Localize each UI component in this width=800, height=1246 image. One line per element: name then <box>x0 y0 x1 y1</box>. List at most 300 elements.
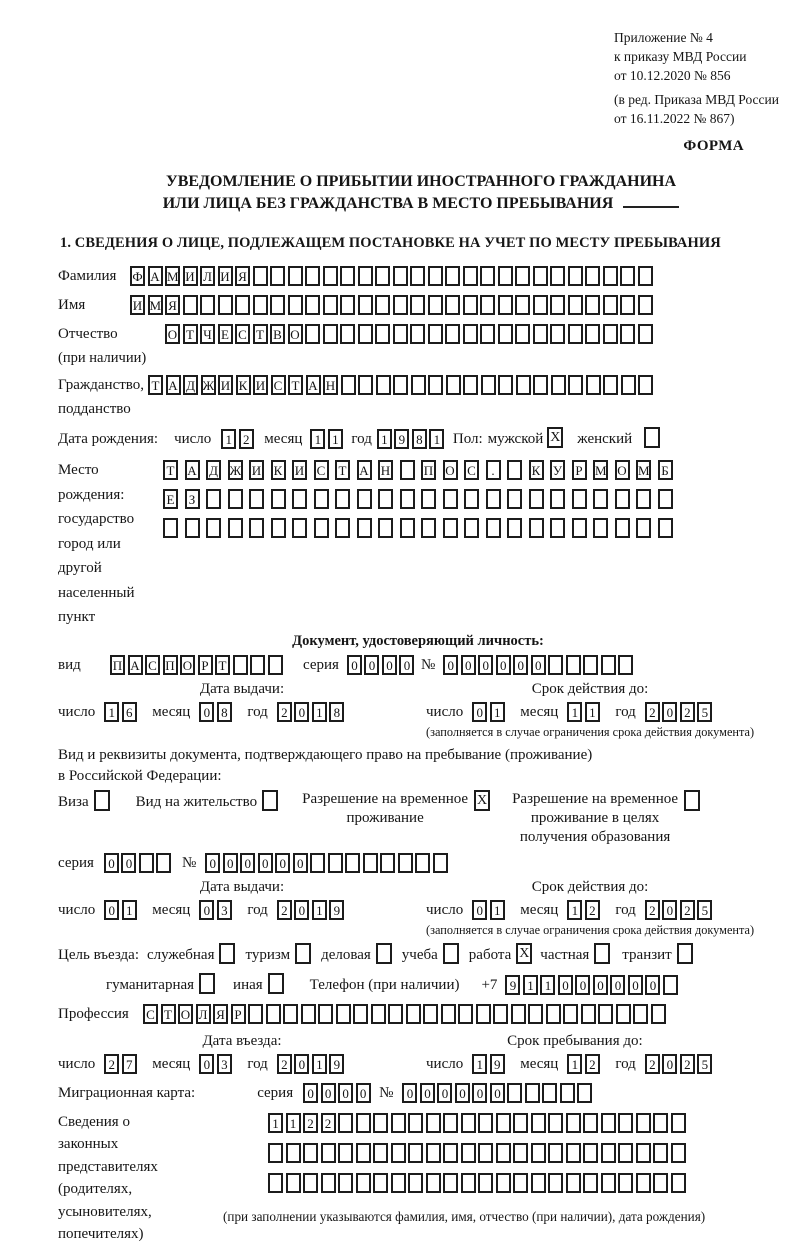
char-box[interactable] <box>603 266 618 286</box>
char-box[interactable]: Ч <box>200 324 215 344</box>
issue-month-input[interactable] <box>199 898 234 922</box>
char-box[interactable] <box>266 1004 281 1024</box>
char-box[interactable]: Я <box>235 266 250 286</box>
char-box[interactable] <box>531 1143 546 1163</box>
char-box[interactable] <box>585 266 600 286</box>
char-box[interactable]: О <box>288 324 303 344</box>
purpose-business-checkbox[interactable] <box>376 943 392 964</box>
char-box[interactable] <box>480 295 495 315</box>
char-box[interactable]: 0 <box>104 900 119 920</box>
char-box[interactable] <box>375 266 390 286</box>
char-box[interactable]: 0 <box>294 900 309 920</box>
char-box[interactable]: 0 <box>240 853 255 873</box>
char-box[interactable]: Р <box>231 1004 246 1024</box>
char-box[interactable] <box>408 1113 423 1133</box>
char-box[interactable] <box>581 1004 596 1024</box>
char-box[interactable]: И <box>249 460 264 480</box>
char-box[interactable]: 2 <box>680 1054 695 1074</box>
char-box[interactable] <box>185 518 200 538</box>
char-box[interactable]: 9 <box>329 1054 344 1074</box>
migration-number-input[interactable] <box>402 1081 595 1105</box>
char-box[interactable]: 0 <box>199 900 214 920</box>
stay-day-input[interactable] <box>472 1052 507 1076</box>
char-box[interactable]: 9 <box>329 900 344 920</box>
char-box[interactable]: . <box>486 460 501 480</box>
temp-residence-checkbox[interactable]: X <box>474 790 490 811</box>
char-box[interactable] <box>551 375 566 395</box>
char-box[interactable] <box>615 518 630 538</box>
char-box[interactable] <box>598 1004 613 1024</box>
char-box[interactable] <box>228 518 243 538</box>
char-box[interactable]: 1 <box>286 1113 301 1133</box>
char-box[interactable]: 1 <box>567 900 582 920</box>
birth-month-input[interactable] <box>310 427 345 451</box>
char-box[interactable] <box>375 295 390 315</box>
char-box[interactable]: 0 <box>628 975 643 995</box>
char-box[interactable] <box>321 1143 336 1163</box>
char-box[interactable]: 0 <box>294 702 309 722</box>
char-box[interactable] <box>636 518 651 538</box>
char-box[interactable] <box>572 518 587 538</box>
char-box[interactable] <box>443 1143 458 1163</box>
residence-number-input[interactable] <box>205 851 450 875</box>
char-box[interactable]: 2 <box>645 900 660 920</box>
char-box[interactable]: 8 <box>217 702 232 722</box>
char-box[interactable] <box>486 489 501 509</box>
char-box[interactable] <box>378 518 393 538</box>
purpose-humanitarian-checkbox[interactable] <box>199 973 215 994</box>
char-box[interactable]: 0 <box>455 1083 470 1103</box>
doc-number-input[interactable] <box>443 653 636 677</box>
char-box[interactable]: 0 <box>593 975 608 995</box>
char-box[interactable] <box>268 1173 283 1193</box>
char-box[interactable] <box>593 518 608 538</box>
char-box[interactable]: 1 <box>490 702 505 722</box>
char-box[interactable]: 0 <box>293 853 308 873</box>
char-box[interactable] <box>563 1004 578 1024</box>
char-box[interactable] <box>525 1083 540 1103</box>
char-box[interactable] <box>586 375 601 395</box>
expiry-day-input[interactable] <box>472 700 507 724</box>
purpose-work-checkbox[interactable]: X <box>516 943 532 964</box>
char-box[interactable] <box>376 375 391 395</box>
char-box[interactable] <box>511 1004 526 1024</box>
char-box[interactable] <box>533 324 548 344</box>
char-box[interactable] <box>443 1173 458 1193</box>
expiry-day-input[interactable] <box>472 898 507 922</box>
char-box[interactable] <box>531 1173 546 1193</box>
char-box[interactable] <box>498 266 513 286</box>
char-box[interactable] <box>358 295 373 315</box>
char-box[interactable] <box>268 655 283 675</box>
char-box[interactable] <box>513 1113 528 1133</box>
char-box[interactable] <box>415 853 430 873</box>
residence-permit-checkbox[interactable] <box>262 790 278 811</box>
purpose-private-checkbox[interactable] <box>594 943 610 964</box>
char-box[interactable] <box>391 1113 406 1133</box>
char-box[interactable] <box>271 518 286 538</box>
char-box[interactable] <box>653 1113 668 1133</box>
char-box[interactable]: 0 <box>382 655 397 675</box>
name-input[interactable] <box>130 293 655 317</box>
char-box[interactable] <box>548 1173 563 1193</box>
expiry-month-input[interactable] <box>567 898 602 922</box>
char-box[interactable]: Р <box>198 655 213 675</box>
char-box[interactable] <box>410 295 425 315</box>
char-box[interactable]: 2 <box>680 702 695 722</box>
char-box[interactable] <box>303 1173 318 1193</box>
char-box[interactable] <box>601 1113 616 1133</box>
char-box[interactable] <box>616 1004 631 1024</box>
char-box[interactable]: М <box>636 460 651 480</box>
char-box[interactable] <box>638 295 653 315</box>
char-box[interactable]: 6 <box>122 702 137 722</box>
char-box[interactable]: 1 <box>585 702 600 722</box>
char-box[interactable]: 0 <box>223 853 238 873</box>
char-box[interactable]: П <box>163 655 178 675</box>
char-box[interactable] <box>458 1004 473 1024</box>
char-box[interactable] <box>515 324 530 344</box>
char-box[interactable] <box>393 375 408 395</box>
char-box[interactable] <box>341 375 356 395</box>
char-box[interactable]: 2 <box>680 900 695 920</box>
char-box[interactable]: 3 <box>217 1054 232 1074</box>
char-box[interactable] <box>380 853 395 873</box>
char-box[interactable] <box>139 853 154 873</box>
char-box[interactable]: 0 <box>575 975 590 995</box>
char-box[interactable] <box>461 1113 476 1133</box>
char-box[interactable] <box>235 295 250 315</box>
char-box[interactable] <box>373 1113 388 1133</box>
char-box[interactable] <box>550 324 565 344</box>
char-box[interactable]: О <box>615 460 630 480</box>
char-box[interactable] <box>585 324 600 344</box>
char-box[interactable] <box>478 1173 493 1193</box>
char-box[interactable]: Н <box>378 460 393 480</box>
char-box[interactable] <box>507 518 522 538</box>
char-box[interactable] <box>486 518 501 538</box>
char-box[interactable]: 0 <box>104 853 119 873</box>
char-box[interactable] <box>463 324 478 344</box>
stay-year-input[interactable] <box>645 1052 715 1076</box>
char-box[interactable]: И <box>292 460 307 480</box>
char-box[interactable]: 0 <box>472 1083 487 1103</box>
char-box[interactable] <box>271 489 286 509</box>
representatives-input-row3[interactable] <box>268 1171 688 1195</box>
char-box[interactable] <box>461 1173 476 1193</box>
char-box[interactable]: М <box>148 295 163 315</box>
expiry-month-input[interactable] <box>567 700 602 724</box>
birth-place-input-row2[interactable] <box>163 487 679 511</box>
char-box[interactable]: 1 <box>490 900 505 920</box>
char-box[interactable]: Д <box>206 460 221 480</box>
char-box[interactable]: Ж <box>201 375 216 395</box>
char-box[interactable]: 1 <box>312 702 327 722</box>
char-box[interactable] <box>583 1173 598 1193</box>
char-box[interactable] <box>572 489 587 509</box>
char-box[interactable]: О <box>443 460 458 480</box>
char-box[interactable]: 0 <box>258 853 273 873</box>
char-box[interactable] <box>550 489 565 509</box>
char-box[interactable] <box>408 1143 423 1163</box>
char-box[interactable]: 3 <box>217 900 232 920</box>
char-box[interactable] <box>550 266 565 286</box>
char-box[interactable]: 0 <box>662 900 677 920</box>
char-box[interactable]: Т <box>161 1004 176 1024</box>
char-box[interactable]: 1 <box>221 429 236 449</box>
char-box[interactable] <box>496 1143 511 1163</box>
char-box[interactable] <box>310 853 325 873</box>
char-box[interactable] <box>398 853 413 873</box>
char-box[interactable] <box>633 1004 648 1024</box>
char-box[interactable]: 5 <box>697 1054 712 1074</box>
char-box[interactable]: 0 <box>420 1083 435 1103</box>
sex-female-checkbox[interactable] <box>644 427 660 448</box>
char-box[interactable] <box>428 295 443 315</box>
char-box[interactable] <box>671 1173 686 1193</box>
char-box[interactable]: С <box>143 1004 158 1024</box>
char-box[interactable] <box>218 295 233 315</box>
char-box[interactable]: 2 <box>277 1054 292 1074</box>
char-box[interactable]: И <box>218 375 233 395</box>
char-box[interactable]: П <box>110 655 125 675</box>
char-box[interactable]: 1 <box>377 429 392 449</box>
char-box[interactable]: 1 <box>122 900 137 920</box>
char-box[interactable]: Л <box>200 266 215 286</box>
char-box[interactable] <box>513 1143 528 1163</box>
phone-input[interactable] <box>505 973 680 997</box>
char-box[interactable]: Д <box>183 375 198 395</box>
char-box[interactable] <box>593 489 608 509</box>
char-box[interactable]: М <box>593 460 608 480</box>
char-box[interactable] <box>618 1143 633 1163</box>
char-box[interactable] <box>478 1113 493 1133</box>
char-box[interactable]: 2 <box>645 1054 660 1074</box>
char-box[interactable]: 1 <box>472 1054 487 1074</box>
char-box[interactable] <box>200 295 215 315</box>
char-box[interactable] <box>373 1143 388 1163</box>
char-box[interactable] <box>480 324 495 344</box>
stay-month-input[interactable] <box>567 1052 602 1076</box>
char-box[interactable] <box>292 518 307 538</box>
char-box[interactable] <box>636 489 651 509</box>
char-box[interactable] <box>305 266 320 286</box>
entry-year-input[interactable] <box>277 1052 347 1076</box>
char-box[interactable] <box>318 1004 333 1024</box>
char-box[interactable] <box>618 1113 633 1133</box>
patronymic-input[interactable] <box>165 322 655 346</box>
char-box[interactable] <box>601 1143 616 1163</box>
char-box[interactable] <box>603 375 618 395</box>
char-box[interactable] <box>560 1083 575 1103</box>
char-box[interactable] <box>426 1173 441 1193</box>
char-box[interactable] <box>463 295 478 315</box>
char-box[interactable]: С <box>145 655 160 675</box>
char-box[interactable] <box>423 1004 438 1024</box>
char-box[interactable] <box>577 1083 592 1103</box>
char-box[interactable] <box>358 266 373 286</box>
char-box[interactable] <box>371 1004 386 1024</box>
char-box[interactable]: 0 <box>199 1054 214 1074</box>
issue-day-input[interactable] <box>104 700 139 724</box>
temp-residence-edu-checkbox[interactable] <box>684 790 700 811</box>
char-box[interactable] <box>363 853 378 873</box>
char-box[interactable]: 0 <box>662 1054 677 1074</box>
char-box[interactable] <box>433 853 448 873</box>
char-box[interactable]: А <box>148 266 163 286</box>
char-box[interactable]: 0 <box>437 1083 452 1103</box>
char-box[interactable] <box>358 324 373 344</box>
char-box[interactable] <box>250 655 265 675</box>
char-box[interactable] <box>270 266 285 286</box>
char-box[interactable]: 2 <box>104 1054 119 1074</box>
char-box[interactable] <box>603 295 618 315</box>
char-box[interactable] <box>550 295 565 315</box>
char-box[interactable] <box>288 266 303 286</box>
char-box[interactable] <box>443 489 458 509</box>
char-box[interactable] <box>507 489 522 509</box>
char-box[interactable] <box>358 375 373 395</box>
char-box[interactable] <box>445 324 460 344</box>
char-box[interactable]: 0 <box>321 1083 336 1103</box>
char-box[interactable] <box>615 489 630 509</box>
char-box[interactable] <box>288 295 303 315</box>
char-box[interactable] <box>286 1143 301 1163</box>
char-box[interactable] <box>378 489 393 509</box>
char-box[interactable] <box>336 1004 351 1024</box>
char-box[interactable] <box>253 295 268 315</box>
char-box[interactable] <box>585 295 600 315</box>
expiry-year-input[interactable] <box>645 898 715 922</box>
char-box[interactable] <box>410 266 425 286</box>
char-box[interactable]: 1 <box>312 1054 327 1074</box>
char-box[interactable] <box>400 460 415 480</box>
char-box[interactable] <box>529 518 544 538</box>
char-box[interactable] <box>233 655 248 675</box>
char-box[interactable]: 0 <box>662 702 677 722</box>
char-box[interactable] <box>445 266 460 286</box>
char-box[interactable] <box>428 324 443 344</box>
char-box[interactable]: 0 <box>294 1054 309 1074</box>
char-box[interactable] <box>393 324 408 344</box>
char-box[interactable]: 0 <box>472 900 487 920</box>
char-box[interactable] <box>476 1004 491 1024</box>
char-box[interactable] <box>513 1173 528 1193</box>
char-box[interactable] <box>426 1113 441 1133</box>
char-box[interactable] <box>426 1143 441 1163</box>
surname-input[interactable] <box>130 264 655 288</box>
char-box[interactable]: 0 <box>461 655 476 675</box>
char-box[interactable]: 1 <box>312 900 327 920</box>
char-box[interactable] <box>356 1113 371 1133</box>
char-box[interactable] <box>621 375 636 395</box>
char-box[interactable]: 0 <box>347 655 362 675</box>
char-box[interactable] <box>601 1173 616 1193</box>
char-box[interactable] <box>618 655 633 675</box>
char-box[interactable]: И <box>253 375 268 395</box>
char-box[interactable]: 0 <box>338 1083 353 1103</box>
char-box[interactable]: 1 <box>567 702 582 722</box>
char-box[interactable] <box>357 518 372 538</box>
char-box[interactable] <box>441 1004 456 1024</box>
char-box[interactable]: 8 <box>329 702 344 722</box>
char-box[interactable]: Ж <box>228 460 243 480</box>
char-box[interactable]: 1 <box>268 1113 283 1133</box>
char-box[interactable] <box>406 1004 421 1024</box>
char-box[interactable] <box>496 1173 511 1193</box>
char-box[interactable] <box>463 375 478 395</box>
char-box[interactable]: 1 <box>523 975 538 995</box>
issue-year-input[interactable] <box>277 898 347 922</box>
char-box[interactable]: Я <box>213 1004 228 1024</box>
char-box[interactable] <box>323 295 338 315</box>
birth-year-input[interactable] <box>377 427 447 451</box>
char-box[interactable]: А <box>185 460 200 480</box>
char-box[interactable] <box>400 518 415 538</box>
char-box[interactable]: 0 <box>303 1083 318 1103</box>
char-box[interactable] <box>671 1143 686 1163</box>
citizenship-input[interactable] <box>148 373 656 397</box>
char-box[interactable] <box>620 324 635 344</box>
char-box[interactable]: 0 <box>610 975 625 995</box>
char-box[interactable] <box>445 295 460 315</box>
char-box[interactable] <box>328 853 343 873</box>
char-box[interactable]: 2 <box>321 1113 336 1133</box>
char-box[interactable]: Р <box>572 460 587 480</box>
char-box[interactable]: О <box>165 324 180 344</box>
char-box[interactable]: 1 <box>567 1054 582 1074</box>
char-box[interactable] <box>478 1143 493 1163</box>
char-box[interactable] <box>340 266 355 286</box>
char-box[interactable]: 2 <box>585 900 600 920</box>
char-box[interactable] <box>393 266 408 286</box>
char-box[interactable]: 0 <box>531 655 546 675</box>
char-box[interactable]: А <box>166 375 181 395</box>
char-box[interactable]: Н <box>323 375 338 395</box>
char-box[interactable] <box>249 518 264 538</box>
char-box[interactable]: 9 <box>505 975 520 995</box>
char-box[interactable] <box>461 1143 476 1163</box>
char-box[interactable] <box>568 266 583 286</box>
char-box[interactable] <box>400 489 415 509</box>
char-box[interactable]: Б <box>658 460 673 480</box>
migration-series-input[interactable] <box>303 1081 373 1105</box>
visa-checkbox[interactable] <box>94 790 110 811</box>
char-box[interactable]: Ф <box>130 266 145 286</box>
char-box[interactable]: 2 <box>585 1054 600 1074</box>
char-box[interactable] <box>391 1173 406 1193</box>
char-box[interactable] <box>533 295 548 315</box>
char-box[interactable] <box>516 375 531 395</box>
char-box[interactable] <box>283 1004 298 1024</box>
char-box[interactable]: Т <box>335 460 350 480</box>
char-box[interactable] <box>373 1173 388 1193</box>
char-box[interactable]: 5 <box>697 702 712 722</box>
char-box[interactable] <box>183 295 198 315</box>
char-box[interactable]: 0 <box>199 702 214 722</box>
char-box[interactable]: 1 <box>429 429 444 449</box>
char-box[interactable] <box>566 655 581 675</box>
char-box[interactable] <box>568 295 583 315</box>
birth-day-input[interactable] <box>221 427 256 451</box>
char-box[interactable] <box>443 518 458 538</box>
char-box[interactable] <box>428 266 443 286</box>
char-box[interactable] <box>253 266 268 286</box>
char-box[interactable]: Т <box>288 375 303 395</box>
expiry-year-input[interactable] <box>645 700 715 724</box>
char-box[interactable]: 0 <box>364 655 379 675</box>
char-box[interactable]: П <box>421 460 436 480</box>
